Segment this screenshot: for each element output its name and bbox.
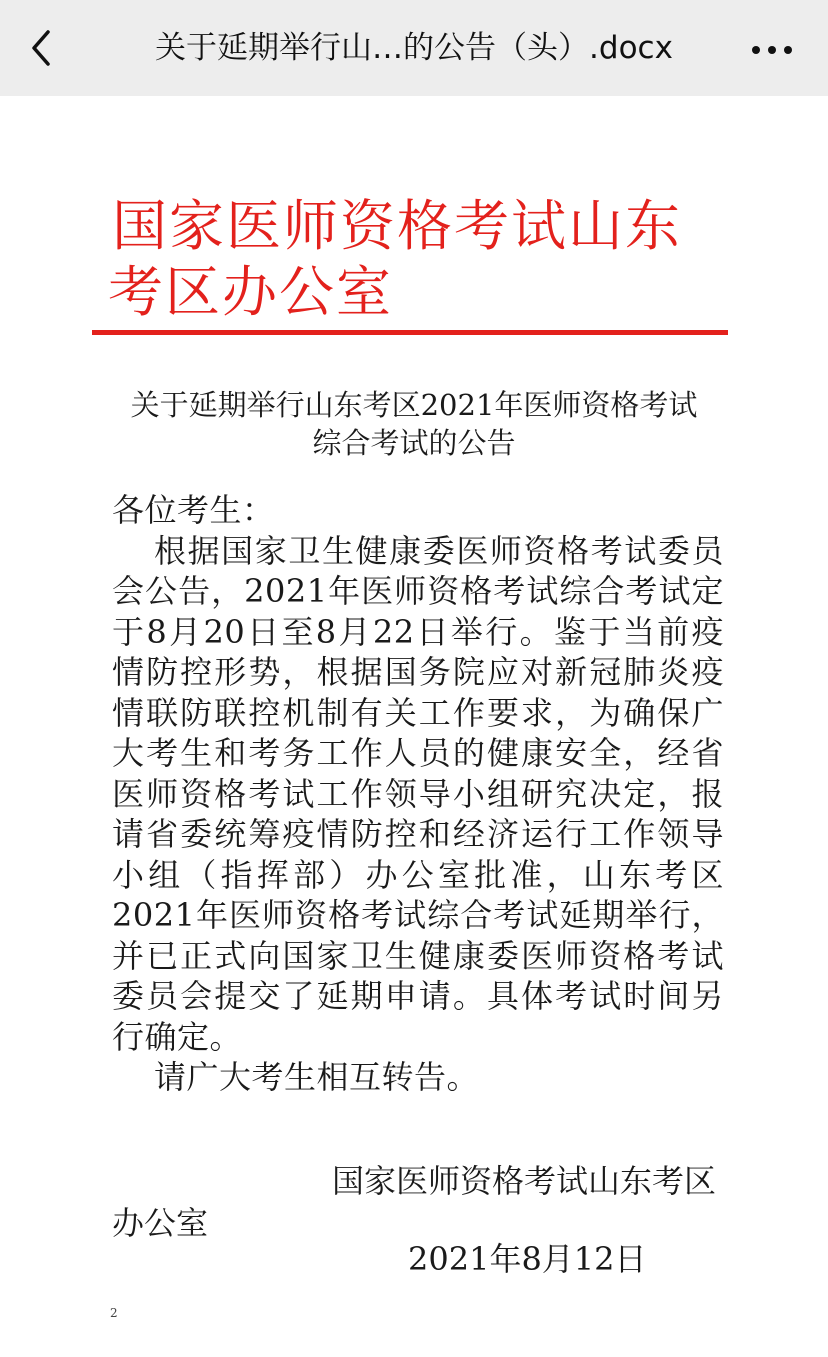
page-number: 2 bbox=[110, 1306, 118, 1320]
signature-date: 2021年8月12日 bbox=[408, 1240, 647, 1278]
top-navigation-bar bbox=[0, 0, 828, 96]
document-title: 关于延期举行山…的公告（头）.docx bbox=[155, 30, 673, 66]
notice-body bbox=[112, 490, 724, 1098]
header-divider bbox=[92, 330, 728, 335]
chevron-left-icon bbox=[18, 24, 66, 72]
more-options-button[interactable] bbox=[742, 30, 802, 70]
notice-title-line1: 关于延期举行山东考区2021年医师资格考试 bbox=[130, 388, 698, 422]
back-button[interactable] bbox=[18, 24, 66, 72]
closing-paragraph: 请广大考生相互转告。 bbox=[154, 1058, 480, 1096]
org-header-line2: 考区办公室 bbox=[108, 260, 394, 324]
org-header bbox=[108, 193, 752, 325]
org-header-line1: 国家医师资格考试山东 bbox=[112, 194, 683, 258]
notice-title-line2: 综合考试的公告 bbox=[312, 426, 516, 460]
signature-org: 国家医师资格考试山东考区办公室 bbox=[112, 1162, 717, 1242]
body-paragraph: 根据国家卫生健康委医师资格考试委员会公告，2021年医师资格考试综合考试定于8月20日至8月22日举行。鉴于当前疫情防控形势，根据国务院应对新冠肺炎疫情联防联控机制有关工作要求，为确保广大考生和考务工作人员的健康安全，经省医师资格考试工作领导小组研究决定，报请省委统筹疫情防控和经济运行工作领导小组（指挥部）办公室批准，山东考区2021年医师资格考试综合考试延期举行，并已正式向国家卫生健康委医师资格考试委员会提交了延期申请。具体考试时间另行确定。 bbox=[112, 531, 724, 1056]
notice-title bbox=[90, 386, 738, 462]
salutation: 各位考生： bbox=[112, 491, 275, 529]
more-dots-icon bbox=[742, 30, 802, 70]
